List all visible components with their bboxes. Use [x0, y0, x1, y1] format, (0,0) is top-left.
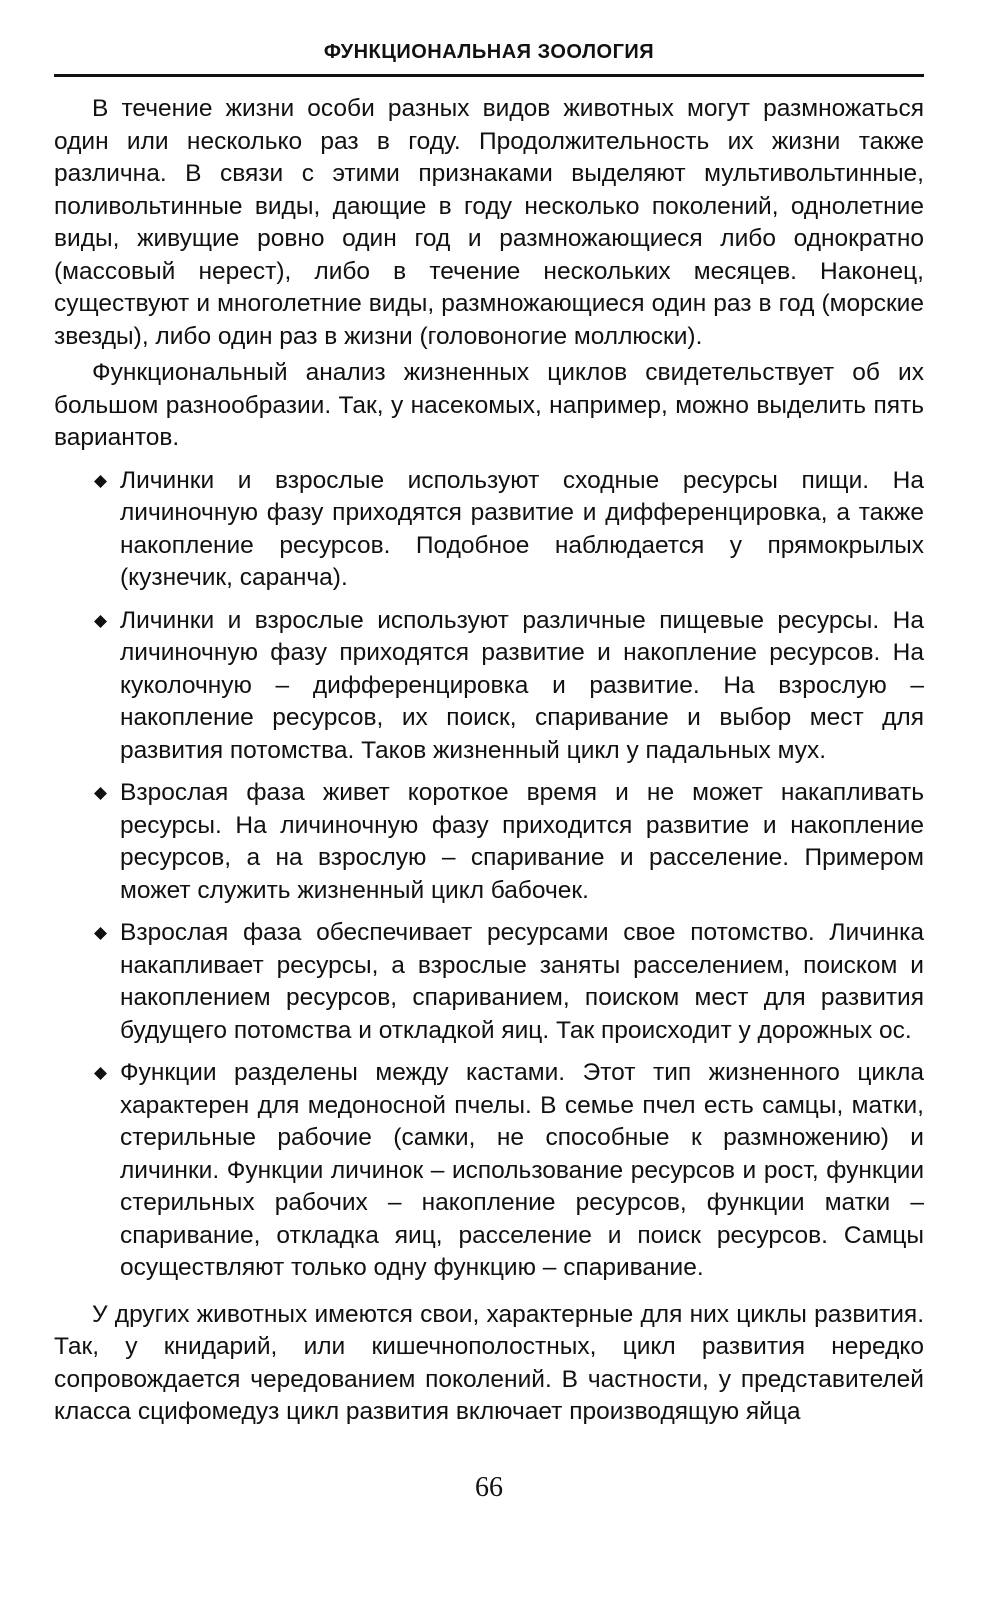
list-item-text: Функции разделены между кастами. Этот тип жизненного цикла характерен для медоносной пчелы. В семье пчел есть самцы, матки, стерильные рабочие (самки, не способные к размножению) и личинки. Функции личинок – использование ресурсов и рост, функции стерильных рабочих – накопление ресурсов, функции матки – спаривание, откладка яиц, расселение и поиск ресурсов. Самцы осуществляют только одну функцию – спаривание.	[120, 1059, 924, 1281]
list-item-text: Взрослая фаза живет короткое время и не может накапливать ресурсы. На личиночную фазу приходится развитие и накопление ресурсов, а на взрослую – спаривание и расселение. Примером может служить жизненный цикл бабочек.	[120, 779, 924, 904]
page-number: 66	[475, 1472, 503, 1503]
list-item-text: Взрослая фаза обеспечивает ресурсами свое потомство. Личинка накапливает ресурсы, а взрослые заняты расселением, поиском и накоплением ресурсов, спариванием, поиском мест для развития будущего потомства и откладкой яиц. Так происходит у дорожных ос.	[120, 919, 924, 1044]
list-item	[54, 1057, 924, 1285]
paragraph-intro: В течение жизни особи разных видов животных могут размножаться один или несколько раз в году. Продолжительность их жизни также различна. В связи с этими признаками выделяют мультивольтинные, поливольтинные виды, дающие в году несколько поколений, однолетние виды, живущие ровно один год и размножающиеся либо однократно (массовый нерест), либо в течение нескольких месяцев. Наконец, существуют и многолетние виды, размножающиеся один раз в год (морские звезды), либо один раз в жизни (головоногие моллюски).	[54, 95, 924, 350]
diamond-bullet-icon	[94, 475, 107, 488]
list-item	[54, 605, 924, 768]
paragraph-analysis: Функциональный анализ жизненных циклов свидетельствует об их большом разнообразии. Так, у насекомых, например, можно выделить пять вариантов.	[54, 359, 924, 451]
list-item	[54, 777, 924, 907]
diamond-bullet-icon	[94, 787, 107, 800]
diamond-bullet-icon	[94, 1067, 107, 1080]
list-item	[54, 917, 924, 1047]
list-item-text: Личинки и взрослые используют сходные ресурсы пищи. На личиночную фазу приходятся развитие и дифференцировка, а также накопление ресурсов. Подобное наблюдается у прямокрылых (кузнечик, саранча).	[120, 466, 924, 591]
diamond-bullet-icon	[94, 927, 107, 940]
book-page	[54, 34, 924, 1554]
header-rule	[54, 74, 924, 77]
variant-list	[54, 465, 924, 1285]
list-item-text: Личинки и взрослые используют различные пищевые ресурсы. На личиночную фазу приходятся развитие и накопление ресурсов. На куколочную – дифференцировка и развитие. На взрослую – накопление ресурсов, их поиск, спаривание и выбор мест для развития потомства. Таков жизненный цикл у падальных мух.	[120, 606, 924, 764]
paragraph-other-animals: У других животных имеются свои, характерные для них циклы развития. Так, у книдарий, или кишечнополостных, цикл развития нередко сопровождается чередованием поколений. В частности, у представителей класса сцифомедуз цикл развития включает производящую яйца	[54, 1300, 924, 1425]
diamond-bullet-icon	[94, 615, 107, 628]
list-item	[54, 465, 924, 595]
running-title: ФУНКЦИОНАЛЬНАЯ ЗООЛОГИЯ	[323, 41, 655, 63]
